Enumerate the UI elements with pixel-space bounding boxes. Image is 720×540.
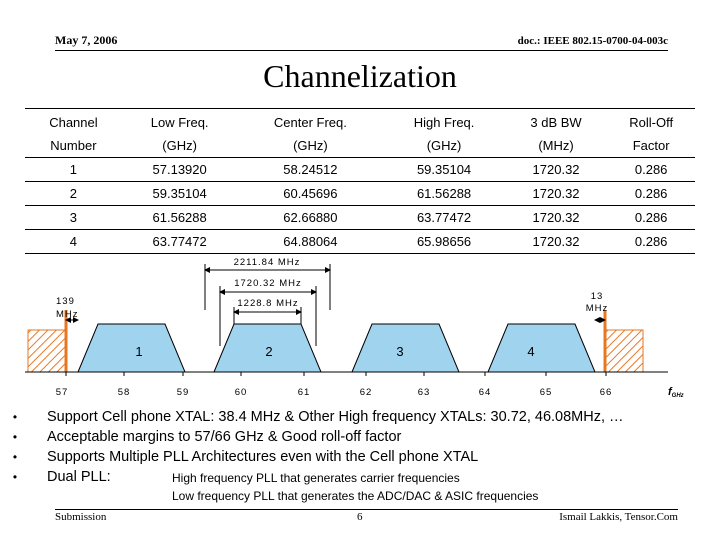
list-item: [8, 407, 708, 427]
table-cell: 1720.32: [505, 206, 608, 230]
slide-title: Channelization: [263, 58, 457, 94]
pll-note-low: Low frequency PLL that generates the ADC/DAC & ASIC frequencies: [172, 489, 539, 503]
table-cell: 0.286: [607, 206, 695, 230]
col-header: 3 dB BW: [505, 109, 608, 135]
channel-3-label: 3: [396, 344, 404, 359]
bullet-text: Acceptable margins to 57/66 GHz & Good roll-off factor: [47, 429, 402, 445]
left-guard-hatch: [28, 330, 66, 372]
bullet-icon: •: [12, 470, 18, 484]
col-header-unit: (GHz): [122, 134, 238, 158]
axis-ticks: [66, 372, 606, 376]
col-header-unit: Factor: [607, 134, 695, 158]
table-cell: 61.56288: [383, 182, 504, 206]
footer-submission: Submission: [55, 511, 107, 523]
col-header: Center Freq.: [237, 109, 383, 135]
table-cell: 60.45696: [237, 182, 383, 206]
channel-table: [25, 108, 695, 254]
left-margin-label: 139: [56, 296, 75, 307]
footer-author: Ismail Lakkis, Tensor.Com: [559, 511, 678, 523]
right-margin-label: 13: [590, 291, 604, 302]
header-doc-id: doc.: IEEE 802.15-0700-04-003c: [517, 35, 668, 47]
tick-label: 59: [176, 387, 190, 398]
col-header-unit: (GHz): [237, 134, 383, 158]
table-cell: 58.24512: [237, 158, 383, 182]
tick-label: 61: [297, 387, 311, 398]
table-cell: 1720.32: [505, 182, 608, 206]
tick-label: 63: [417, 387, 431, 398]
tick-label: 62: [359, 387, 373, 398]
channel-2-label: 2: [265, 344, 273, 359]
table-cell: 64.88064: [237, 230, 383, 254]
col-header-unit: Number: [25, 134, 122, 158]
table-row: [25, 182, 695, 206]
table-header-row: [25, 134, 695, 158]
footer-page-number: 6: [357, 511, 363, 523]
table-cell: 57.13920: [122, 158, 238, 182]
table-cell: 0.286: [607, 182, 695, 206]
channel-spectrum-diagram: [0, 250, 720, 405]
col-header-unit: (GHz): [383, 134, 504, 158]
left-margin-unit: MHz: [56, 309, 79, 320]
channel-1-spectrum: [78, 324, 185, 372]
table-cell: 59.35104: [383, 158, 504, 182]
table-cell: 63.77472: [383, 206, 504, 230]
bullet-text: Dual PLL:: [47, 469, 111, 485]
dim-1228-label: 1228.8 MHz: [237, 298, 299, 309]
channel-4-label: 4: [527, 344, 535, 359]
col-header: Channel: [25, 109, 122, 135]
dim-2211-label: 2211.84 MHz: [233, 257, 301, 268]
bullet-list: [8, 407, 708, 503]
list-item: [8, 467, 708, 503]
table-cell: 4: [25, 230, 122, 254]
col-header: High Freq.: [383, 109, 504, 135]
right-guard-hatch: [605, 330, 643, 372]
table-cell: 0.286: [607, 158, 695, 182]
table-cell: 0.286: [607, 230, 695, 254]
channel-3-spectrum: [352, 324, 459, 372]
col-header: Roll-Off: [607, 109, 695, 135]
dim-1720-label: 1720.32 MHz: [234, 278, 302, 289]
footer-divider: [55, 509, 678, 510]
table-cell: 1720.32: [505, 230, 608, 254]
table-cell: 62.66880: [237, 206, 383, 230]
tick-label: 65: [539, 387, 553, 398]
col-header: Low Freq.: [122, 109, 238, 135]
bullet-text: Support Cell phone XTAL: 38.4 MHz & Other High frequency XTALs: 30.72, 46.08MHz, …: [47, 409, 624, 425]
list-item: [8, 447, 708, 467]
table-cell: 59.35104: [122, 182, 238, 206]
table-cell: 1: [25, 158, 122, 182]
table-cell: 3: [25, 206, 122, 230]
right-margin-unit: MHz: [585, 303, 609, 314]
table-row: [25, 206, 695, 230]
header-date: May 7, 2006: [55, 33, 118, 47]
tick-label: 60: [234, 387, 248, 398]
header-divider: [55, 50, 668, 51]
table-header-row: [25, 109, 695, 135]
table-cell: 2: [25, 182, 122, 206]
bullet-icon: •: [12, 450, 18, 464]
tick-label: 58: [117, 387, 131, 398]
channel-1-label: 1: [135, 344, 143, 359]
pll-note-high: High frequency PLL that generates carrier frequencies: [172, 471, 460, 485]
tick-label: 64: [478, 387, 492, 398]
bullet-icon: •: [12, 430, 18, 444]
tick-label: 66: [599, 387, 613, 398]
table-cell: 63.77472: [122, 230, 238, 254]
col-header-unit: (MHz): [505, 134, 608, 158]
list-item: [8, 427, 708, 447]
axis-label: fGHz: [668, 386, 684, 399]
table-cell: 61.56288: [122, 206, 238, 230]
bullet-text: Supports Multiple PLL Architectures even with the Cell phone XTAL: [47, 449, 479, 465]
table-cell: 65.98656: [383, 230, 504, 254]
table-row: [25, 158, 695, 182]
tick-label: 57: [55, 387, 69, 398]
channel-4-spectrum: [488, 324, 595, 372]
table-cell: 1720.32: [505, 158, 608, 182]
bullet-icon: •: [12, 410, 18, 424]
